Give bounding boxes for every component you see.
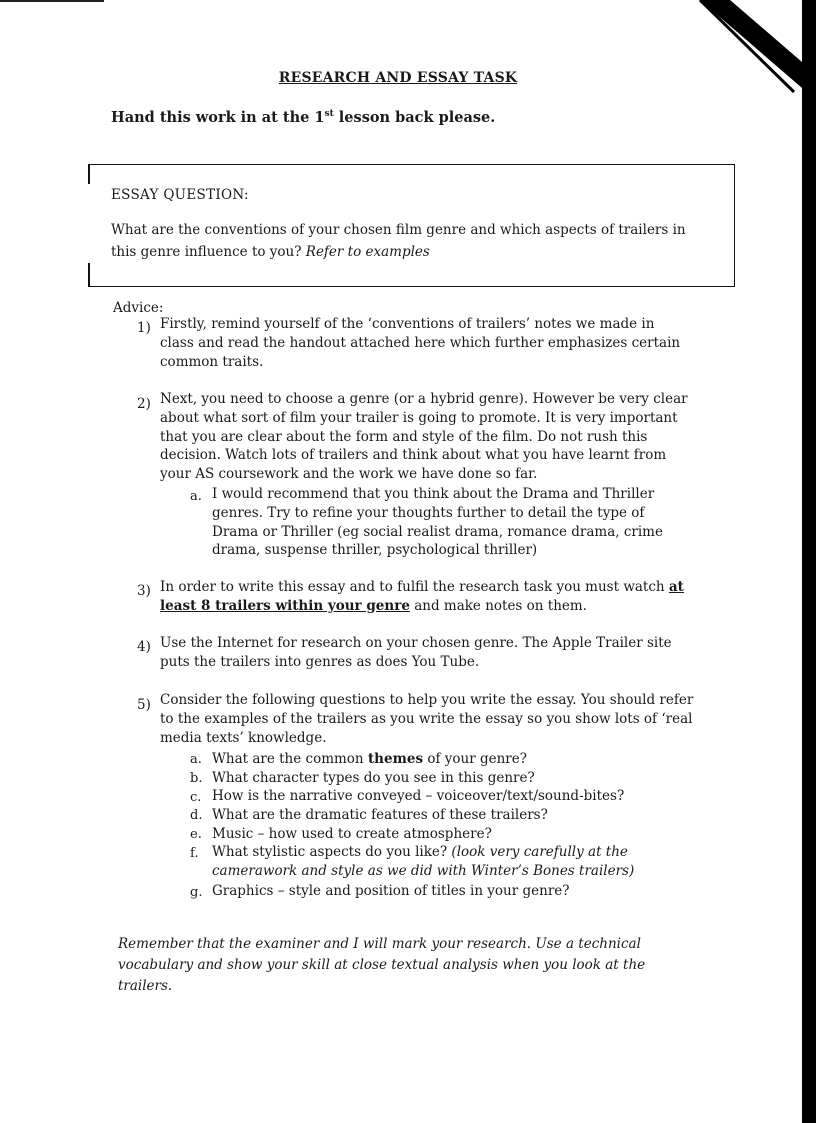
advice-item-5a: What are the common themes of your genre? bbox=[212, 751, 527, 767]
scan-edge-mark bbox=[0, 0, 104, 2]
advice-item-5e: Music – how used to create atmosphere? bbox=[212, 826, 492, 842]
advice-item-5g: Graphics – style and position of titles in your genre? bbox=[212, 883, 570, 899]
item-number: 1) bbox=[137, 320, 151, 336]
advice-item-5: Consider the following questions to help you write the essay. You should refer to the examples of the trailers as you write the essay so you show lots of ‘real media texts’ knowledge. bbox=[160, 692, 694, 746]
advice-label: Advice: bbox=[113, 300, 164, 316]
item-number: 5) bbox=[137, 697, 151, 713]
essay-question-text: What are the conventions of your chosen film genre and which aspects of trailers in this genre influence to you? Refer to examples bbox=[111, 222, 686, 260]
essay-question-box-edge bbox=[88, 164, 90, 184]
sub-item-letter: d. bbox=[190, 808, 203, 823]
emphasis-trailer-count: at least 8 trailers within your genre bbox=[160, 579, 684, 614]
essay-question-heading: ESSAY QUESTION: bbox=[111, 187, 249, 203]
advice-item-5f: What stylistic aspects do you like? (look very carefully at the camerawork and style as we did with Winter’s Bones trailers) bbox=[212, 844, 635, 879]
sub-item-letter: f. bbox=[190, 846, 199, 861]
advice-item-5b: What character types do you see in this genre? bbox=[212, 770, 535, 786]
sub-item-letter: b. bbox=[190, 771, 203, 786]
advice-item-4: Use the Internet for research on your chosen genre. The Apple Trailer site puts the trailers into genres as does You Tube. bbox=[160, 635, 672, 670]
advice-item-1: Firstly, remind yourself of the ‘conventions of trailers’ notes we made in class and read the handout attached here which further emphasizes certain common traits. bbox=[160, 316, 681, 370]
closing-reminder: Remember that the examiner and I will mark your research. Use a technical vocabulary and show your skill at close textual analysis when you look at the trailers. bbox=[118, 936, 646, 994]
hand-in-instruction: Hand this work in at the 1st lesson back please. bbox=[111, 109, 496, 126]
scan-right-edge bbox=[802, 0, 816, 1123]
item-number: 3) bbox=[137, 583, 151, 599]
advice-item-5d: What are the dramatic features of these trailers? bbox=[212, 807, 548, 823]
advice-item-5c: How is the narrative conveyed – voiceover/text/sound-bites? bbox=[212, 788, 625, 804]
advice-item-2a: I would recommend that you think about the Drama and Thriller genres. Try to refine your thoughts further to detail the type of Drama or Thriller (eg social realist drama, romance drama, crime drama, suspense thriller, psychological thriller) bbox=[212, 486, 663, 559]
sub-item-letter: e. bbox=[190, 827, 202, 842]
essay-question-box-edge bbox=[88, 263, 90, 287]
item-number: 4) bbox=[137, 639, 151, 655]
advice-item-3: In order to write this essay and to fulfil the research task you must watch at least 8 trailers within your genre and make notes on them. bbox=[160, 579, 684, 614]
page-title: RESEARCH AND ESSAY TASK bbox=[278, 70, 518, 86]
advice-item-2: Next, you need to choose a genre (or a hybrid genre). However be very clear about what sort of film your trailer is going to promote. It is very important that you are clear about the form and style of the film. Do not rush this decision. Watch lots of trailers and think about what you have learnt from your AS coursework and the work we have done so far. bbox=[160, 391, 688, 483]
sub-item-letter: a. bbox=[190, 752, 202, 767]
sub-item-letter: g. bbox=[190, 885, 203, 900]
sub-item-letter: c. bbox=[190, 790, 202, 805]
item-number: 2) bbox=[137, 396, 151, 412]
sub-item-letter: a. bbox=[190, 489, 202, 504]
